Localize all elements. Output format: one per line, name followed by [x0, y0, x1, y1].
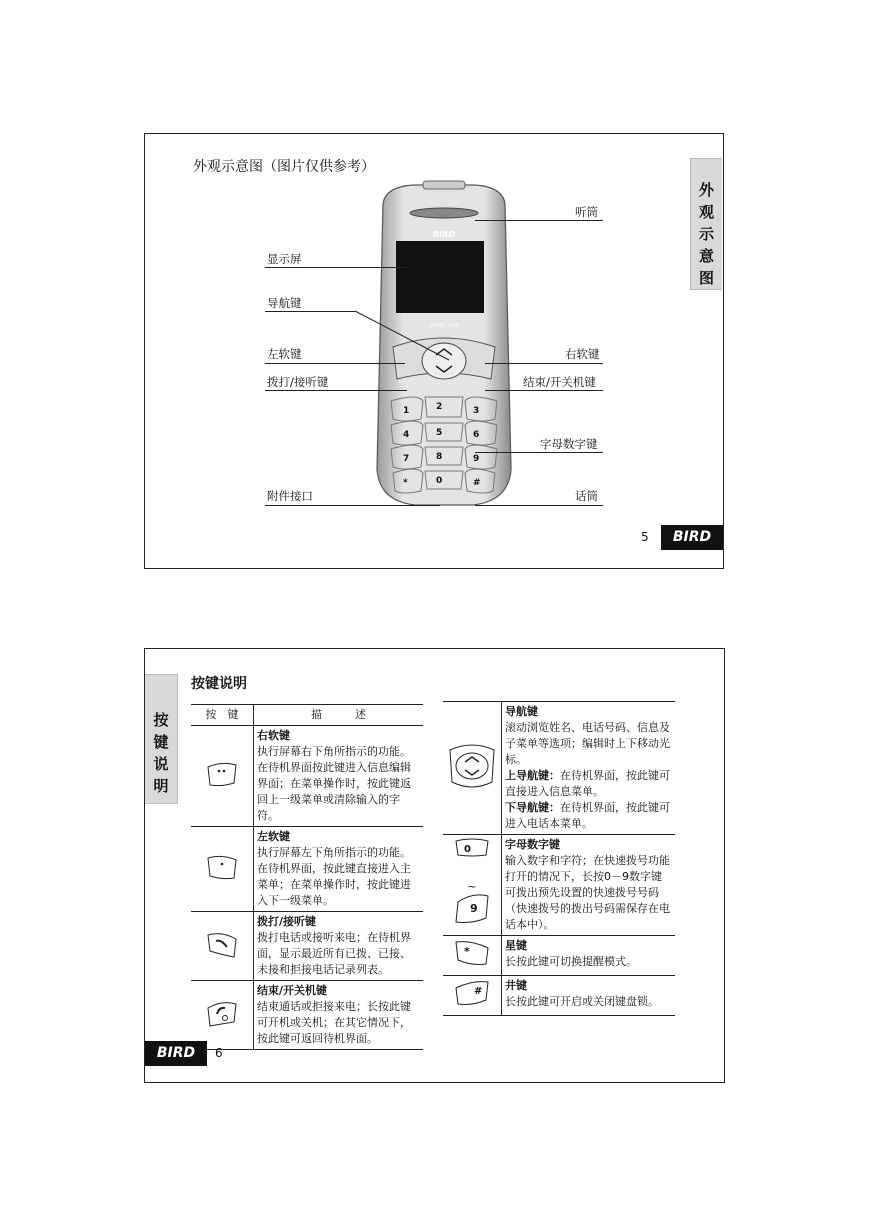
key-desc: 执行屏幕右下角所指示的功能。在待机界面按此键进入信息编辑界面；在菜单操作时，按此键返回上一级菜单或清除输入的字符。	[257, 745, 411, 822]
key-desc: 输入数字和字符；在快速拨号功能打开的情况下，长按0－9数字键可拨出预先设置的快速拨号号码（快速拨号的拨出号码需保存在电话本中）。	[505, 854, 670, 931]
label-accessory: 附件接口	[267, 489, 313, 503]
table-row	[443, 835, 675, 936]
side-tab-char: 图	[698, 269, 714, 287]
phone-model-text: SMART SKIN	[428, 323, 460, 329]
dial-key-icon	[191, 912, 254, 981]
svg-text:9: 9	[470, 902, 478, 915]
side-tab-char: 示	[698, 225, 714, 243]
table-row	[443, 702, 675, 835]
label-right-soft: 右软键	[565, 347, 600, 361]
key-desc: 结束通话或拒接来电；长按此键可开机或关机；在其它情况下，按此键可返回待机界面。	[257, 1000, 411, 1045]
leader-line	[475, 452, 603, 453]
table-row	[443, 976, 675, 1016]
page-number: 6	[215, 1046, 223, 1060]
side-tab-char: 明	[153, 777, 169, 795]
leader-line	[265, 311, 355, 312]
nav-key-icon	[443, 702, 502, 835]
key-name: 井键	[505, 979, 527, 992]
side-tab	[145, 674, 178, 804]
label-mic: 话筒	[575, 489, 598, 503]
key-name: 字母数字键	[505, 838, 560, 851]
label-alnum-key: 字母数字键	[540, 437, 598, 451]
key-desc: 长按此键可开启或关闭键盘锁。	[505, 995, 659, 1008]
key-name: 右软键	[257, 729, 290, 742]
end-key-icon	[191, 981, 254, 1050]
leader-line	[265, 267, 410, 268]
key-desc: 长按此键可切换提醒模式。	[505, 955, 637, 968]
table-row	[191, 827, 423, 912]
leader-line	[475, 505, 603, 506]
label-nav-key: 导航键	[267, 296, 302, 310]
nav-up-label: 上导航键：	[505, 769, 560, 782]
key-name: 拨打/接听键	[257, 915, 317, 928]
svg-text:7: 7	[403, 454, 410, 464]
label-display: 显示屏	[267, 252, 302, 266]
svg-text:0: 0	[464, 844, 471, 855]
hash-key-icon	[443, 976, 502, 1016]
svg-text:#: #	[474, 986, 483, 997]
leader-line	[485, 363, 603, 364]
side-tab-char: 意	[698, 247, 714, 265]
svg-text:9: 9	[473, 454, 480, 464]
svg-text:6: 6	[473, 430, 480, 440]
nav-down-label: 下导航键：	[505, 801, 560, 814]
side-tab-char: 外	[698, 181, 714, 199]
page-title: 按键说明	[191, 676, 247, 692]
table-row	[443, 936, 675, 976]
nav-up-desc: 在待机界面，按此键可直接进入信息菜单。	[505, 769, 670, 798]
key-table-left	[191, 704, 423, 1050]
page-title: 外观示意图（图片仅供参考）	[193, 159, 375, 175]
svg-text:0: 0	[436, 476, 443, 486]
side-tab-char: 观	[698, 203, 714, 221]
page-5	[144, 133, 724, 569]
side-tab	[690, 158, 722, 290]
key-name: 星键	[505, 939, 527, 952]
table-row	[191, 726, 423, 827]
star-key-icon	[443, 936, 502, 976]
side-tab-char: 按	[153, 711, 169, 729]
col-header-key: 按 键	[191, 705, 254, 726]
key-name: 左软键	[257, 830, 290, 843]
phone-brand: BIRD	[433, 230, 455, 239]
page-6	[144, 648, 725, 1083]
label-earpiece: 听筒	[575, 205, 598, 219]
svg-text:2: 2	[436, 402, 443, 412]
label-dial-key: 拨打/接听键	[267, 375, 329, 389]
right-soft-key-icon	[191, 726, 254, 827]
side-tab-char: 键	[153, 733, 169, 751]
key-desc: 执行屏幕左下角所指示的功能。在待机界面，按此键直接进入主菜单；在菜单操作时，按此键进入下一级菜单。	[257, 846, 411, 907]
leader-line	[265, 363, 405, 364]
key-desc: 滚动浏览姓名、电话号码、信息及子菜单等选项；编辑时上下移动光标。	[505, 721, 670, 766]
key-desc: 拨打电话或接听来电；在待机界面，显示最近所有已拨、已接、未接和拒接电话记录列表。	[257, 931, 411, 976]
leader-line	[475, 220, 603, 221]
table-row	[191, 981, 423, 1050]
page-number: 5	[641, 530, 649, 544]
leader-line	[353, 310, 453, 362]
key-name: 导航键	[505, 705, 538, 718]
alnum-key-icon	[443, 835, 502, 936]
svg-text:4: 4	[403, 430, 410, 440]
table-row	[191, 912, 423, 981]
svg-text:8: 8	[436, 452, 443, 462]
svg-text:*: *	[403, 478, 408, 488]
svg-text:1: 1	[403, 406, 410, 416]
key-name: 结束/开关机键	[257, 984, 328, 997]
left-soft-key-icon	[191, 827, 254, 912]
label-left-soft: 左软键	[267, 347, 302, 361]
range-glyph: ~	[467, 880, 477, 893]
leader-line	[265, 390, 407, 391]
svg-text:#: #	[473, 478, 481, 488]
col-header-desc: 描 述	[254, 705, 424, 726]
label-end-key: 结束/开关机键	[523, 375, 596, 389]
nav-down-desc: 在待机界面，按此键可进入电话本菜单。	[505, 801, 670, 830]
svg-text:*: *	[464, 945, 470, 958]
leader-line	[265, 505, 440, 506]
svg-text:5: 5	[436, 428, 443, 438]
bird-logo: BIRD	[661, 525, 723, 550]
side-tab-char: 说	[153, 755, 169, 773]
bird-logo: BIRD	[145, 1041, 207, 1066]
leader-line	[485, 390, 603, 391]
svg-text:3: 3	[473, 406, 480, 416]
key-table-right	[443, 701, 675, 1016]
